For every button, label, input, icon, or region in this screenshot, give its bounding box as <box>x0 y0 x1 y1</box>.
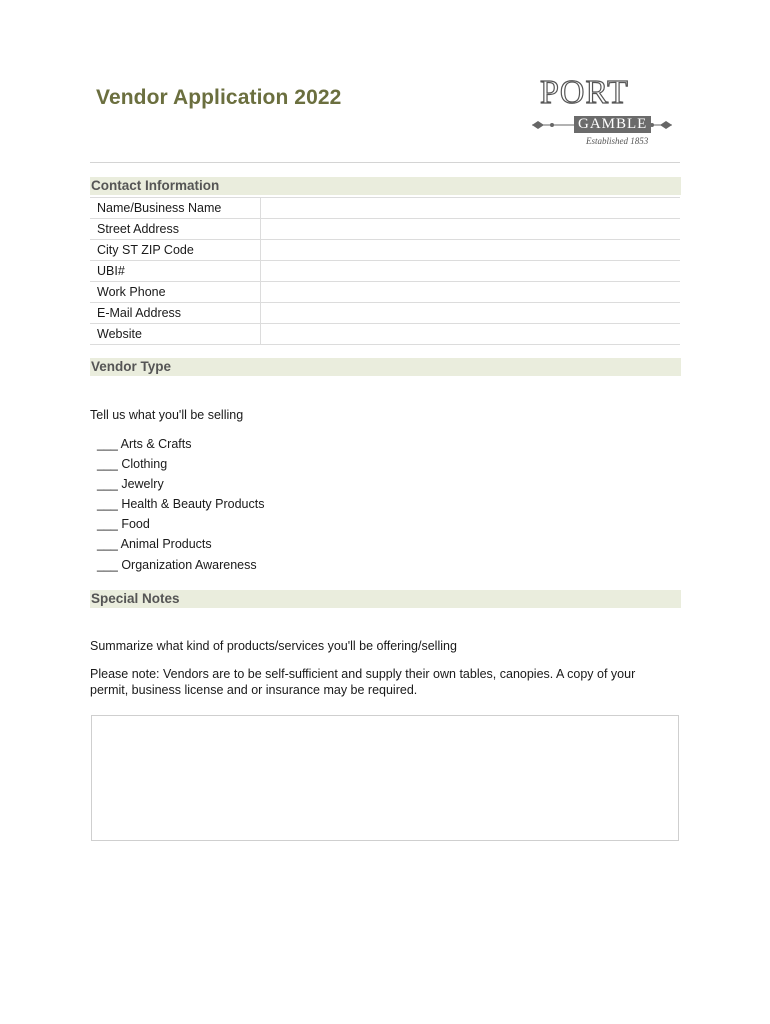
table-row <box>90 324 680 345</box>
table-row <box>90 240 680 261</box>
section-header-special-notes: Special Notes <box>90 590 681 608</box>
header-divider <box>90 162 680 163</box>
table-row <box>90 303 680 324</box>
vendor-type-checklist <box>97 436 264 577</box>
page-title: Vendor Application 2022 <box>96 86 342 109</box>
vendor-requirements-note: Please note: Vendors are to be self-sufficient and supply their own tables, canopies. A copy of your permit, business license and or insurance may be required. <box>90 667 636 697</box>
field-label: Name/Business Name <box>90 198 261 219</box>
special-notes-prompt: Summarize what kind of products/services you'll be offering/selling <box>90 639 457 653</box>
special-notes-textarea[interactable] <box>91 715 679 841</box>
work-phone-field[interactable] <box>261 282 680 301</box>
field-label: Website <box>90 324 261 345</box>
list-item-health-beauty[interactable]: ___ Health & Beauty Products <box>97 497 265 512</box>
section-header-contact: Contact Information <box>90 177 681 195</box>
logo-established-text: Established 1853 <box>586 136 649 146</box>
ubi-field[interactable] <box>261 261 680 280</box>
city-st-zip-field[interactable] <box>261 240 680 259</box>
table-row <box>90 282 680 303</box>
contact-info-table <box>90 197 680 345</box>
vendor-type-prompt: Tell us what you'll be selling <box>90 408 244 422</box>
section-header-vendor-type: Vendor Type <box>90 358 681 376</box>
field-label: Work Phone <box>90 282 261 303</box>
website-field[interactable] <box>261 324 680 343</box>
port-gamble-logo <box>530 70 674 162</box>
list-item-organization-awareness[interactable]: ___ Organization Awareness <box>97 557 257 572</box>
name-business-name-field[interactable] <box>261 198 680 217</box>
table-row <box>90 198 680 219</box>
field-label: Street Address <box>90 219 261 240</box>
field-label: City ST ZIP Code <box>90 240 261 261</box>
list-item-animal-products[interactable]: ___ Animal Products <box>97 537 212 552</box>
field-label: UBI# <box>90 261 261 282</box>
logo-port-text: PORT <box>540 74 629 111</box>
list-item-food[interactable]: ___ Food <box>97 517 150 532</box>
list-item-arts-crafts[interactable]: ___ Arts & Crafts <box>97 437 192 451</box>
list-item-clothing[interactable]: ___ Clothing <box>97 457 168 472</box>
street-address-field[interactable] <box>261 219 680 238</box>
table-row <box>90 261 680 282</box>
email-address-field[interactable] <box>261 303 680 322</box>
logo-gamble-text: GAMBLE <box>574 116 651 133</box>
list-item-jewelry[interactable]: ___ Jewelry <box>97 477 164 492</box>
field-label: E-Mail Address <box>90 303 261 324</box>
table-row <box>90 219 680 240</box>
